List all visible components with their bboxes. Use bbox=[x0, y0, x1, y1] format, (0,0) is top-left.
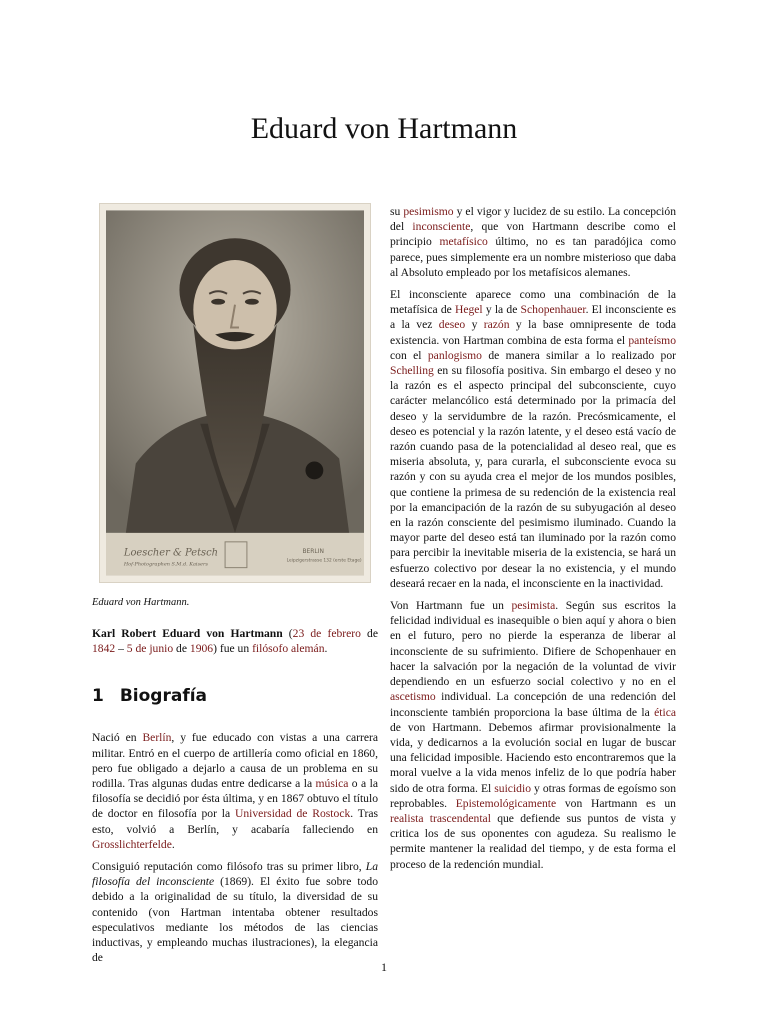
link-hegel[interactable]: Hegel bbox=[454, 303, 483, 317]
link-etica[interactable]: ética bbox=[654, 705, 676, 719]
text: . Tras esto, volvió a Berlín, y acabaría falleciendo en bbox=[92, 807, 378, 836]
link-inconsciente[interactable]: inconsciente bbox=[412, 220, 471, 234]
link-grosslichterfelde[interactable]: Grosslichterfelde bbox=[92, 837, 172, 851]
text: y la de bbox=[482, 303, 521, 317]
text: con el bbox=[390, 348, 428, 362]
text: – bbox=[115, 642, 127, 656]
text: de bbox=[360, 627, 379, 640]
section-title: Biografía bbox=[119, 686, 208, 707]
text: Nació en bbox=[92, 731, 143, 745]
studio-signature: Loescher & Petsch bbox=[123, 547, 219, 559]
link-realista-trascendental[interactable]: realista trascendental bbox=[390, 811, 491, 825]
paragraph-pessimism bbox=[390, 598, 676, 872]
page-title: Eduard von Hartmann bbox=[250, 112, 518, 145]
text: de von Hartmann. Debemos afirmar provisionalmente la vida, y dedicarnos a la evolución social en lugar de buscar una felicidad imposible. Haciendo esto encontraremos que la moral vuelve a la vida menos infeliz de lo que podría haber sido de otra forma. El bbox=[390, 720, 676, 795]
link-metafisico[interactable]: metafísico bbox=[439, 235, 488, 249]
link-rostock[interactable]: Universidad de Rostock bbox=[234, 807, 351, 821]
text: von Hartmann es un bbox=[556, 796, 676, 810]
text: ( bbox=[282, 627, 293, 640]
studio-sub: Hof-Photographen S.M.d. Kaisers bbox=[123, 561, 208, 568]
paragraph-early-life bbox=[92, 730, 378, 852]
text: de manera similar a lo realizado por bbox=[481, 348, 676, 362]
text: su bbox=[390, 205, 404, 218]
book-title: La filosofía del inconsciente bbox=[92, 860, 378, 889]
page-number: 1 bbox=[381, 960, 387, 974]
paragraph-unconscious bbox=[390, 287, 676, 591]
text: , y fue educado con vistas a una carrera militar. Entró en el cuerpo de artillería como oficial en 1860, pero fue obligado a dejarlo a causa de un problema en su rodilla. Tras algunas dudas entre dedicarse a la bbox=[92, 731, 378, 791]
text: último, no es tan paradójica como parece, pues simplemente era un nombre misterioso que daba al Absoluto empleado por los metafísicos alemanes. bbox=[390, 235, 676, 279]
link-schopenhauer[interactable]: Schopenhauer bbox=[520, 303, 586, 317]
right-column bbox=[390, 204, 676, 879]
text: ) fue un bbox=[213, 642, 253, 656]
link-nationality[interactable]: filósofo alemán bbox=[252, 642, 325, 656]
link-deseo[interactable]: deseo bbox=[438, 318, 466, 332]
link-suicidio[interactable]: suicidio bbox=[494, 781, 531, 795]
paragraph-reputation bbox=[92, 859, 378, 965]
portrait-image bbox=[106, 210, 364, 576]
section-heading bbox=[92, 686, 378, 706]
link-panlogismo[interactable]: panlogismo bbox=[427, 348, 482, 362]
portrait-photo bbox=[99, 203, 371, 583]
link-panteismo[interactable]: panteísmo bbox=[628, 333, 676, 347]
text: Von Hartmann fue un bbox=[390, 599, 512, 613]
text: o a la filosofía se decidió por ésta última, y en 1867 obtuvo el título de doctor en filosofía por la bbox=[92, 777, 378, 821]
text: , que von Hartmann describe como el principio bbox=[390, 220, 677, 249]
link-berlin[interactable]: Berlín bbox=[142, 731, 172, 745]
lead-paragraph bbox=[92, 626, 378, 656]
link-razon[interactable]: razón bbox=[483, 318, 510, 332]
link-birth-date[interactable]: 23 de febrero bbox=[292, 627, 361, 640]
text: de bbox=[173, 642, 190, 656]
text: (1869). El éxito fue sobre todo debido a la originalidad de su título, la diversidad de su contenido (von Hartman intentaba obtener resultados especulativos mediante los métodos de las ciencias inductivas, y empleando muchas ilustraciones), la elegancia de bbox=[92, 875, 378, 965]
text: y la base omnipresente de toda existencia. von Hartman combina de esta forma el bbox=[390, 318, 677, 347]
paragraph-continuation bbox=[390, 204, 676, 280]
link-schelling[interactable]: Schelling bbox=[390, 364, 434, 378]
studio-city: BERLIN bbox=[302, 547, 324, 555]
link-epistemologicamente[interactable]: Epistemológicamente bbox=[455, 796, 557, 810]
photo-caption: Eduard von Hartmann. bbox=[92, 597, 190, 608]
text: Consiguió reputación como filósofo tras su primer libro, bbox=[92, 860, 366, 874]
text: . El inconsciente es a la vez bbox=[390, 303, 676, 332]
link-death-year[interactable]: 1906 bbox=[189, 642, 214, 656]
text: en su filosofía positiva. Sin embargo el deseo y no la razón es el aspecto principal del subconsciente, cuyo carácter melancólico está determinado por la primacía del deseo y la servidumbre de la razón. Precósmicamente, el deseo es potencial y la razón latente, y el deseo está vacío de razón cuando pasa de la potencialidad al deseo real, que es miseria absoluta, y, para curarla, el subconsciente evoca su razón y con su ayuda crea el mejor de los mundos posibles, que contiene la primesa de su redención de la existencia real por la emancipación de la razón de su subyugación al deseo en la razón consciente del pesimismo iluminado. Cuando la mayor parte del deseo está tan iluminado por la razón como para percibir la inevitable miseria de la existencia, se hará un esfuerzo colectivo por desear la no existencia, y el mundo deseará recaer en la nada, el inconsciente en la inactividad. bbox=[390, 364, 676, 590]
text: El inconsciente aparece como una combinación de la metafísica de bbox=[390, 288, 676, 317]
link-ascetismo[interactable]: ascetismo bbox=[390, 690, 436, 704]
text: y el vigor y lucidez de su estilo. La concepción del bbox=[390, 205, 676, 234]
text: y bbox=[465, 318, 484, 332]
section-number: 1 bbox=[92, 686, 104, 707]
link-musica[interactable]: música bbox=[315, 777, 349, 791]
subject-name: Karl Robert Eduard von Hartmann bbox=[92, 627, 283, 640]
left-column bbox=[92, 203, 378, 972]
text: . Según sus escritos la felicidad individual es inasequible o bien aquí y ahora o bien en el futuro, pero no pierde la esperanza de liberar al inconsciente de su sufrimiento. Difiere de Schopenhauer en hacer la salvación por la negación de la voluntad de vivir dependiendo en un esfuerzo social colectivo y no en el bbox=[390, 599, 676, 689]
text: . bbox=[324, 642, 328, 656]
link-death-date[interactable]: 5 de junio bbox=[126, 642, 174, 656]
text: . bbox=[171, 837, 175, 851]
studio-address: Leipzigerstrasse 132 (erste Etage) bbox=[286, 558, 362, 564]
text: y otras formas de egoísmo son reprobables. bbox=[390, 781, 676, 810]
text: individual. La concepción de una redención del inconsciente también proporciona la base última de la bbox=[390, 690, 676, 719]
link-pesimista[interactable]: pesimista bbox=[511, 599, 556, 613]
link-pesimismo[interactable]: pesimismo bbox=[403, 205, 454, 218]
text: que defiende sus puntos de vista y critica los de sus oponentes con agudeza. Su realismo le permite mantener la realidad del tiempo, y de esta forma el proceso de la redención mundial. bbox=[390, 811, 676, 871]
link-birth-year[interactable]: 1842 bbox=[92, 642, 116, 656]
